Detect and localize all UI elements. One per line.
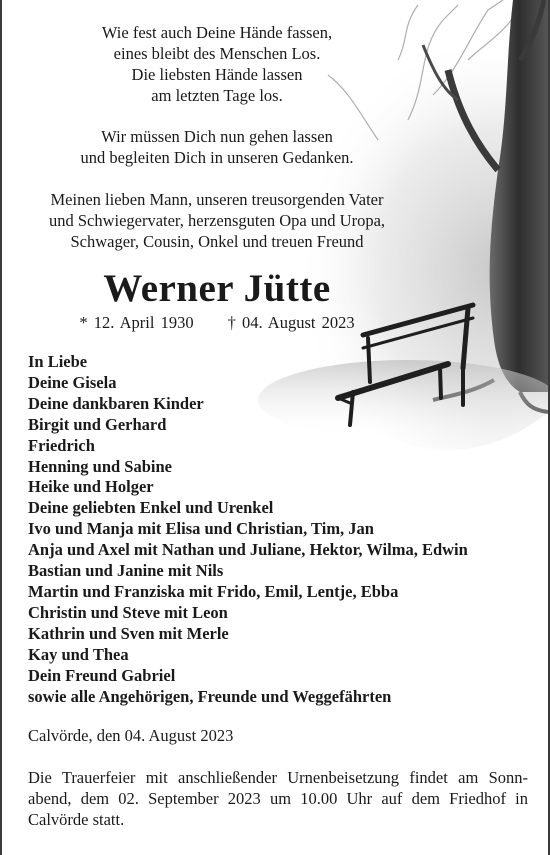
poem-line: Die liebsten Hände lassen (131, 65, 303, 84)
poem-line: Wie fest auch Deine Hände fassen, (101, 23, 333, 42)
mourner-line: Henning und Sabine (28, 456, 172, 476)
mourner-line: Martin und Franziska mit Frido, Emil, Lentje, Ebba (28, 581, 399, 601)
mourner-line: Birgit und Gerhard (28, 414, 167, 434)
funeral-line: Calvörde statt. (28, 810, 125, 829)
place-and-date: Calvörde, den 04. August 2023 (28, 726, 234, 745)
mourner-line: Kay und Thea (28, 644, 129, 664)
dedication-line: Schwager, Cousin, Onkel und treuen Freund (70, 232, 364, 251)
dedication-line: und Schwiegervater, herzensguten Opa und Uropa, (48, 211, 386, 230)
mourner-line: Heike und Holger (28, 477, 154, 497)
poem-line: und begleiten Dich in unseren Gedanken. (80, 148, 354, 167)
deceased-name: Werner Jütte (103, 267, 331, 310)
funeral-line: abend, dem 02. September 2023 um 10.00 Uhr auf dem Friedhof in (28, 789, 528, 808)
mourner-line: Kathrin und Sven mit Merle (28, 623, 229, 643)
life-dates (22, 312, 412, 333)
mourner-line: Deine dankbaren Kinder (28, 393, 204, 413)
poem-line: Wir müssen Dich nun gehen lassen (101, 127, 333, 146)
mourner-line: Bastian und Janine mit Nils (28, 561, 224, 581)
dedication-text (22, 189, 412, 252)
mourner-line: Deine geliebten Enkel und Urenkel (28, 498, 274, 518)
mourner-line: Christin und Steve mit Leon (28, 602, 228, 622)
death-date: † 04. August 2023 (227, 313, 355, 332)
funeral-line: Die Trauerfeier mit anschließender Urnenbeisetzung findet am Sonn- (28, 768, 528, 787)
mourner-line: Deine Gisela (28, 372, 117, 392)
poem-line: eines bleibt des Menschen Los. (113, 44, 321, 63)
poem-stanza-2 (22, 126, 412, 168)
dedication-line: Meinen lieben Mann, unseren treusorgenden Vater (50, 190, 384, 209)
poem-line: am letzten Tage los. (151, 86, 283, 105)
funeral-notice (28, 767, 528, 830)
mourner-line: In Liebe (28, 352, 88, 371)
mourners-list (28, 352, 548, 707)
mourner-line: sowie alle Angehörigen, Freunde und Weggefährten (28, 686, 392, 706)
birth-date: * 12. April 1930 (79, 313, 194, 332)
mourner-line: Ivo und Manja mit Elisa und Christian, Tim, Jan (28, 519, 374, 539)
poem-stanza-1 (22, 22, 412, 106)
mourner-line: Anja und Axel mit Nathan und Juliane, Hektor, Wilma, Edwin (28, 540, 468, 560)
mourner-line: Friedrich (28, 435, 95, 455)
mourner-line: Dein Freund Gabriel (28, 665, 176, 685)
